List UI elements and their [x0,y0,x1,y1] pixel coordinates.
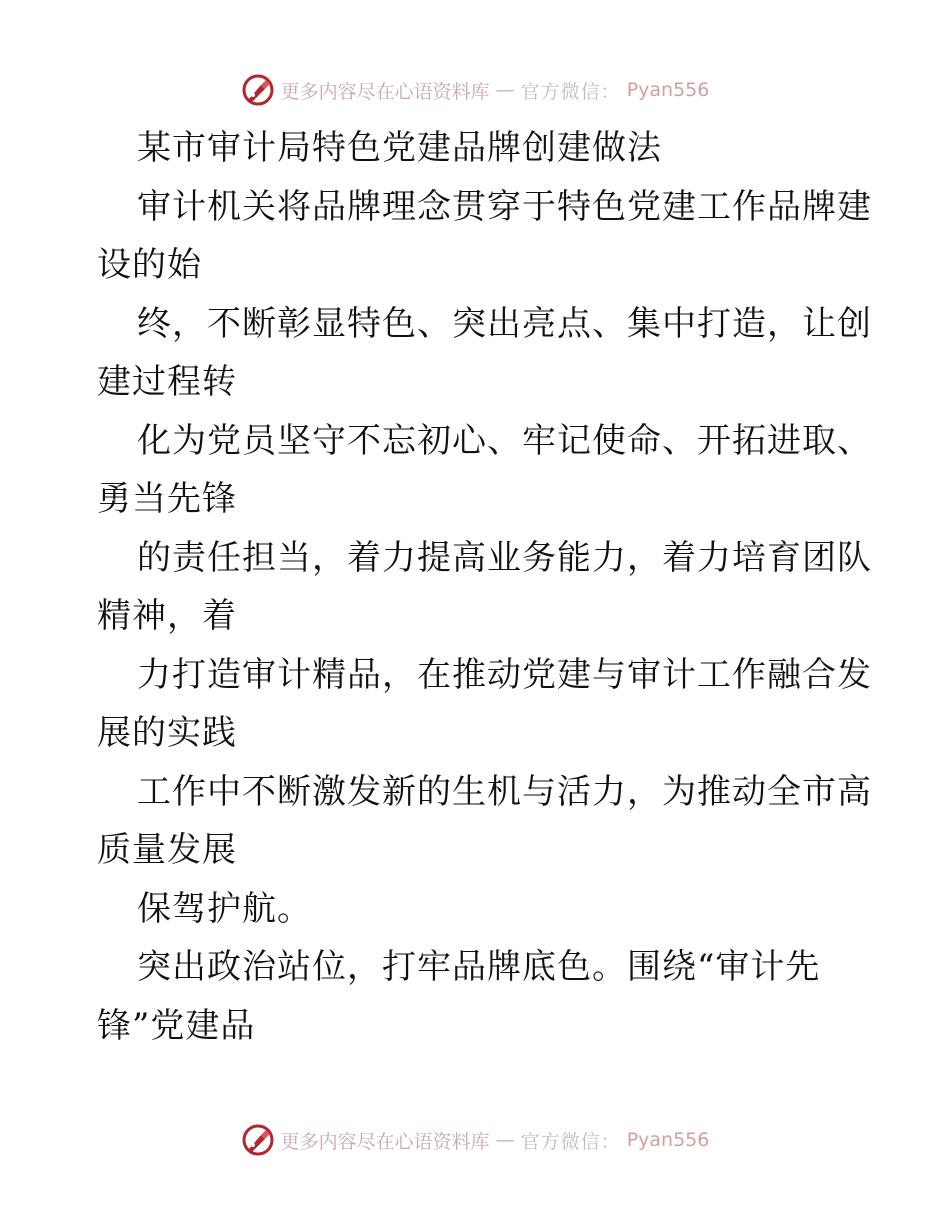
watermark-separator: — [495,79,515,101]
paragraph-line: 的责任担当，着力提高业务能力，着力培育团队 [137,537,872,578]
paragraph-line: 精神，着 [97,596,237,636]
paragraph-line: 设的始 [97,245,202,285]
watermark-text: 更多内容尽在心语资料库 [280,1130,490,1153]
document-body [97,119,872,1055]
paragraph-line: 审计机关将品牌理念贯穿于特色党建工作品牌建 [137,186,872,227]
paragraph-line: 建过程转 [97,362,237,402]
paragraph-line: 展的实践 [97,713,237,753]
watermark-code: Pyan556 [626,79,710,101]
paragraph-line: 化为党员坚守不忘初心、牢记使命、开拓进取、 [137,420,872,461]
paragraph-line: 锋”党建品 [97,1005,256,1046]
paragraph-line: 勇当先锋 [97,479,237,519]
pen-logo-icon [241,73,275,107]
watermark-header [0,70,950,110]
paragraph-line: 力打造审计精品，在推动党建与审计工作融合发 [137,654,872,695]
watermark-label: 官方微信： [520,80,621,103]
watermark-footer [0,1120,950,1160]
watermark-separator: — [495,1129,515,1151]
paragraph-line: 质量发展 [97,830,237,870]
paragraph-line: 终，不断彰显特色、突出亮点、集中打造，让创 [137,303,872,344]
paragraph-line: 突出政治站位，打牢品牌底色。围绕“审计先 [137,947,821,987]
watermark-text: 更多内容尽在心语资料库 [280,80,490,103]
watermark-code: Pyan556 [626,1129,710,1151]
paragraph-line: 保驾护航。 [137,888,312,929]
paragraph-line: 工作中不断激发新的生机与活力，为推动全市高 [137,771,872,812]
watermark-label: 官方微信： [520,1130,621,1153]
pen-logo-icon [241,1123,275,1157]
document-title: 某市审计局特色党建品牌创建做法 [137,128,662,168]
